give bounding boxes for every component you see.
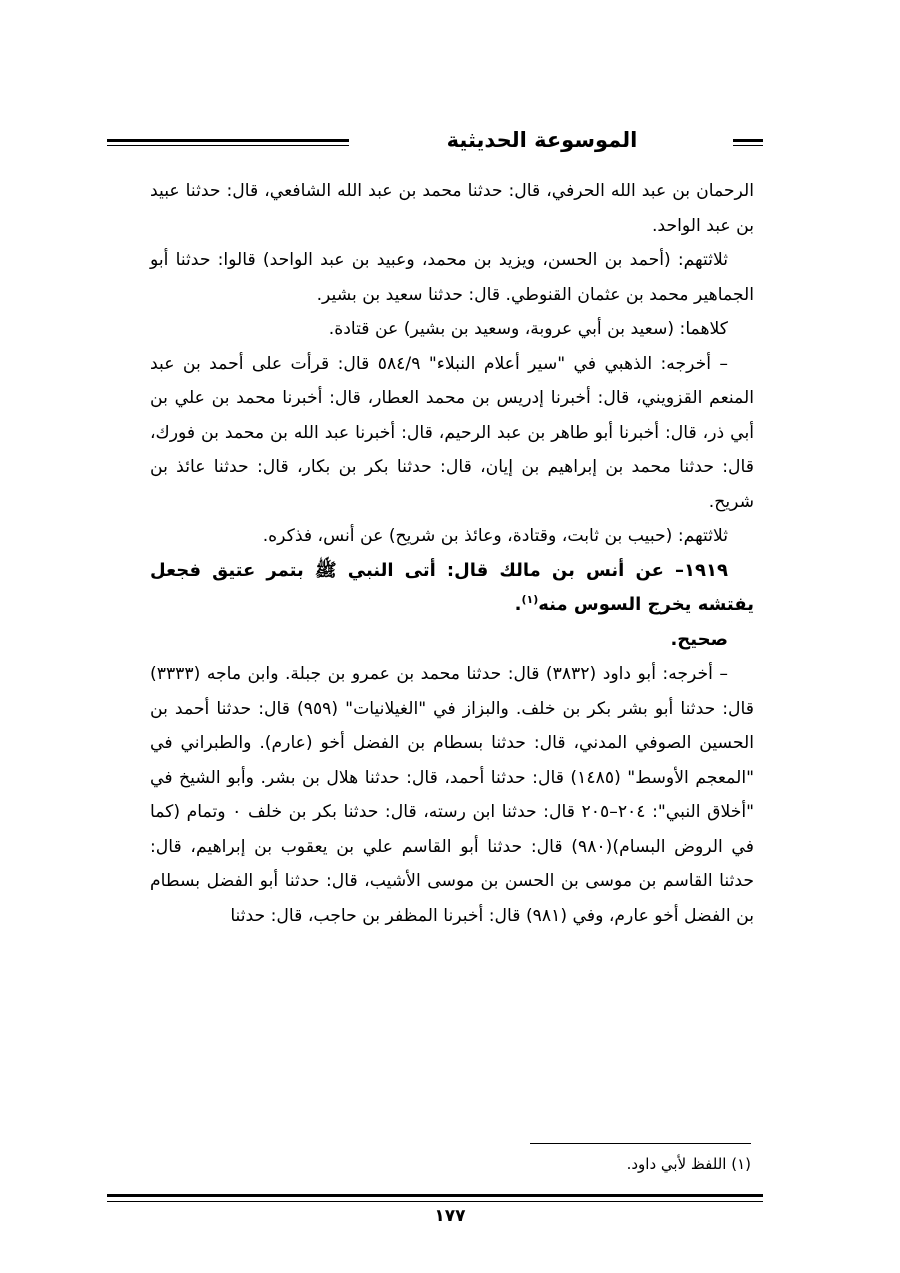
paragraph: ثلاثتهم: (أحمد بن الحسن، ويزيد بن محمد، وعبيد بن عبد الواحد) قالوا: حدثنا أبو الجماهير محمد بن عثمان القنوطي. قال: حدثنا سعيد بن بشير. bbox=[150, 250, 754, 305]
page-number: ١٧٧ bbox=[434, 1206, 466, 1226]
hadith-end: . bbox=[514, 594, 522, 615]
footnote: (١) اللفظ لأبي داود. bbox=[626, 1155, 751, 1173]
hadith-text bbox=[150, 554, 754, 623]
grading: صحيح. bbox=[670, 628, 728, 650]
hadith-body: ١٩١٩– عن أنس بن مالك قال: أتى النبي ﷺ بتمر عتيق فجعل يفتشه يخرج السوس منه bbox=[150, 559, 754, 615]
paragraph: – أخرجه: الذهبي في "سير أعلام النبلاء" ٥٨٤/٩ قال: قرأت على أحمد بن عبد المنعم القزويني، قال: أخبرنا إدريس بن محمد العطار، قال: أخبرنا محمد بن علي بن أبي ذر، قال: أخبرنا أبو طاهر بن عبد الرحيم، قال: أخبرنا عبد الله بن محمد بن فورك، قال: حدثنا محمد بن إبراهيم بن إيان، قال: حدثنا بكر بن بكار، قال: حدثنا عائذ بن شريح. bbox=[150, 353, 754, 512]
running-header bbox=[107, 124, 763, 164]
footer-rule bbox=[107, 1194, 763, 1202]
header-rule-right bbox=[733, 139, 763, 146]
header-title: الموسوعة الحديثية bbox=[446, 128, 638, 152]
header-rule-left bbox=[107, 139, 349, 146]
paragraph: الرحمان بن عبد الله الحرفي، قال: حدثنا محمد بن عبد الله الشافعي، قال: حدثنا عبيد بن عبد الواحد. bbox=[150, 181, 754, 236]
paragraph: ثلاثتهم: (حبيب بن ثابت، وقتادة، وعائذ بن شريح) عن أنس، فذكره. bbox=[262, 526, 728, 546]
footnote-separator bbox=[530, 1143, 751, 1144]
paragraph: كلاهما: (سعيد بن أبي عروبة، وسعيد بن بشير) عن قتادة. bbox=[328, 319, 728, 339]
body-text bbox=[150, 174, 754, 933]
footnote-marker: (١) bbox=[521, 593, 539, 606]
paragraph: – أخرجه: أبو داود (٣٨٣٢) قال: حدثنا محمد بن عمرو بن جبلة. وابن ماجه (٣٣٣٣) قال: حدثنا أبو بشر بكر بن خلف. والبزاز في "الغيلانيات" (٩٥٩) قال: حدثنا أحمد بن الحسين الصوفي المدني، قال: حدثنا بسطام بن الفضل أخو (عارم). والطبراني في "المعجم الأوسط" (١٤٨٥) قال: حدثنا أحمد، قال: حدثنا هلال بن بشر. وأبو الشيخ في "أخلاق النبي": ٢٠٤–٢٠٥ قال: حدثنا ابن رسته، قال: حدثنا بكر بن خلف ٠ وتمام (كما في الروض البسام)(٩٨٠) قال: حدثنا أبو القاسم علي بن يعقوب بن إبراهيم، قال: حدثنا القاسم بن موسى بن الحسن بن موسى الأشيب، قال: حدثنا أبو الفضل بسطام بن الفضل أخو عارم، وفي (٩٨١) قال: أخبرنا المظفر بن حاجب، قال: حدثنا bbox=[150, 664, 755, 926]
